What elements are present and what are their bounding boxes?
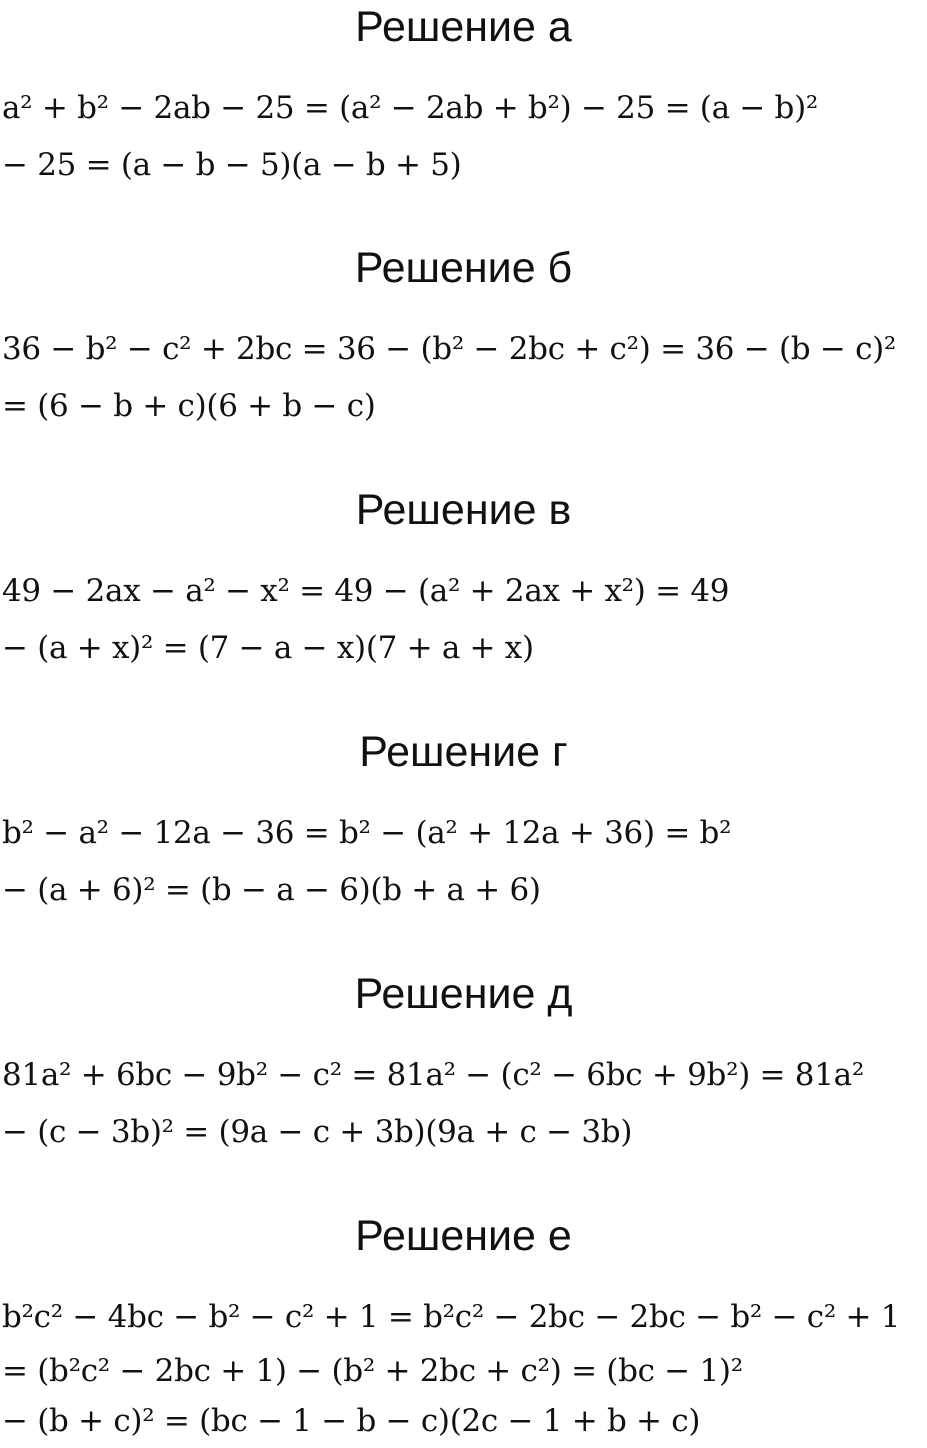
solution-g-heading: Решение г (359, 728, 568, 776)
solution-g-line-2: − (a + 6)² = (b − a − 6)(b + a + 6) (2, 872, 541, 908)
solution-e-line-2: = (b²c² − 2bc + 1) − (b² + 2bc + c²) = (bc − 1)² (2, 1353, 743, 1389)
solution-a-line-1: a² + b² − 2ab − 25 = (a² − 2ab + b²) − 25 = (a − b)² (2, 90, 819, 126)
solution-b-line-1: 36 − b² − c² + 2bc = 36 − (b² − 2bc + c²) = 36 − (b − c)² (2, 331, 897, 367)
solution-d (0, 969, 927, 1161)
solution-e-line-1: b²c² − 4bc − b² − c² + 1 = b²c² − 2bc − 2bc − b² − c² + 1 (2, 1299, 901, 1335)
solution-b-line-2: = (6 − b + c)(6 + b − c) (2, 388, 376, 424)
solution-g (0, 727, 927, 919)
solution-v-line-1: 49 − 2ax − a² − x² = 49 − (a² + 2ax + x²) = 49 (2, 573, 730, 609)
solution-v (0, 485, 927, 677)
solution-b (0, 243, 927, 435)
solution-a (0, 2, 927, 194)
solution-g-line-1: b² − a² − 12a − 36 = b² − (a² + 12a + 36) = b² (2, 815, 732, 851)
solution-v-line-2: − (a + x)² = (7 − a − x)(7 + a + x) (2, 630, 534, 666)
solution-d-heading: Решение д (354, 970, 573, 1018)
solution-d-line-2: − (c − 3b)² = (9a − c + 3b)(9a + c − 3b) (2, 1114, 633, 1150)
solution-e (0, 1211, 927, 1446)
solution-a-line-2: − 25 = (a − b − 5)(a − b + 5) (2, 147, 462, 183)
solution-b-heading: Решение б (354, 244, 573, 292)
solution-a-heading: Решение а (355, 3, 572, 51)
solution-e-heading: Решение е (355, 1212, 572, 1260)
solution-v-heading: Решение в (355, 486, 572, 534)
solution-e-line-3: − (b + c)² = (bc − 1 − b − c)(2c − 1 + b + c) (2, 1403, 701, 1439)
solution-d-line-1: 81a² + 6bc − 9b² − c² = 81a² − (c² − 6bc + 9b²) = 81a² (2, 1057, 864, 1093)
